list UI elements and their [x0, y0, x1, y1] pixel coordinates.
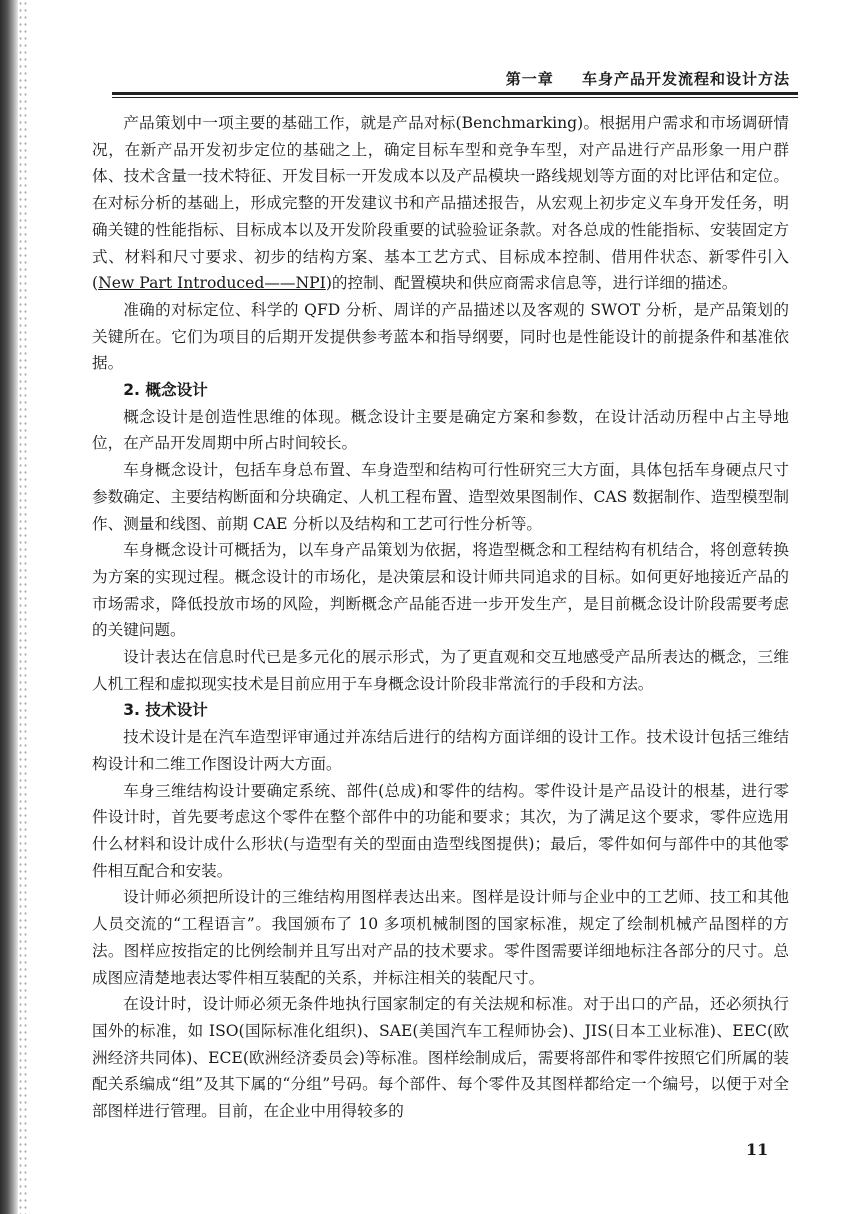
page-body — [92, 110, 789, 1125]
paragraph-3d-structure: 车身三维结构设计要确定系统、部件(总成)和零件的结构。零件设计是产品设计的根基，进行零件设计时，首先要考虑这个零件在整个部件中的功能和要求；其次，为了满足这个要求，零件应选用什么材料和设计成什么形状(与造型有关的型面由造型线图提供)；最后，零件如何与部件中的其他零件相互配合和安装。 — [92, 781, 789, 880]
section-heading-concept-design: 2. 概念设计 — [123, 381, 208, 400]
paragraph-benchmarking — [92, 110, 789, 297]
book-binding-edge — [0, 0, 18, 1214]
text-run: )的控制、配置模块和供应商需求信息等，进行详细的描述。 — [325, 274, 738, 293]
paragraph-drawings: 设计师必须把所设计的三维结构用图样表达出来。图样是设计师与企业中的工艺师、技工和其他人员交流的“工程语言”。我国颁布了 10 多项机械制图的国家标准，规定了绘制机械产品图样的方法。图样应按指定的比例绘制并且写出对产品的技术要求。零件图需要详细地标注各部分的尺寸。总成图应清楚地表达零件相互装配的关系，并标注相关的装配尺寸。 — [92, 888, 789, 987]
paragraph-concept-summary: 车身概念设计可概括为，以车身产品策划为依据，将造型概念和工程结构有机结合，将创意转换为方案的实现过程。概念设计的市场化，是决策层和设计师共同追求的目标。如何更好地接近产品的市场需求，降低投放市场的风险，判断概念产品能否进一步开发生产，是目前概念设计阶段需要考虑的关键问题。 — [92, 541, 789, 640]
paragraph-technical-intro: 技术设计是在汽车造型评审通过并冻结后进行的结构方面详细的设计工作。技术设计包括三维结构设计和二维工作图设计两大方面。 — [92, 728, 789, 773]
chapter-label: 第一章 — [505, 70, 554, 88]
paragraph-concept-scope: 车身概念设计，包括车身总布置、车身造型和结构可行性研究三大方面，具体包括车身硬点尺寸参数确定、主要结构断面和分块确定、人机工程布置、造型效果图制作、CAS 数据制作、造型模型制作、测量和线图、前期 CAE 分析以及结构和工艺可行性分析等。 — [92, 461, 789, 533]
text-run: 产品策划中一项主要的基础工作，就是产品对标(Benchmarking)。根据用户需求和市场调研情况，在新产品开发初步定位的基础之上，确定目标车型和竞争车型，对产品进行产品形象一用户群体、技术含量一技术特征、开发目标一开发成本以及产品模块一路线规划等方面的对比评估和定位。在对标分析的基础上，形成完整的开发建议书和产品描述报告，从宏观上初步定义车身开发任务，明确关键的性能指标、目标成本以及开发阶段重要的试验验证条款。对各总成的性能指标、安装固定方式、材料和尺寸要求、初步的结构方案、基本工艺方式、目标成本控制、借用件状态、新零件引入( — [92, 114, 789, 293]
npi-underlined-term: New Part Introduced——NPI — [98, 274, 326, 293]
header-rule — [112, 92, 798, 98]
section-heading-technical-design: 3. 技术设计 — [123, 701, 208, 720]
chapter-title: 车身产品开发流程和设计方法 — [581, 70, 790, 88]
paragraph-standards: 在设计时，设计师必须无条件地执行国家制定的有关法规和标准。对于出口的产品，还必须执行国外的标准，如 ISO(国际标准化组织)、SAE(美国汽车工程师协会)、JIS(日本工业标准)、EEC(欧洲经济共同体)、ECE(欧洲经济委员会)等标准。图样绘制成后，需要将部件和零件按照它们所属的装配关系编成“组”及其下属的“分组”号码。每个部件、每个零件及其图样都给定一个编号，以便于对全部图样进行管理。目前，在企业中用得较多的 — [92, 995, 789, 1121]
binding-shadow — [18, 0, 28, 1214]
running-header — [506, 68, 790, 89]
paragraph-design-expression: 设计表达在信息时代已是多元化的展示形式，为了更直观和交互地感受产品所表达的概念，三维人机工程和虚拟现实技术是目前应用于车身概念设计阶段非常流行的手段和方法。 — [92, 648, 789, 693]
paragraph-concept-intro: 概念设计是创造性思维的体现。概念设计主要是确定方案和参数，在设计活动历程中占主导地位，在产品开发周期中所占时间较长。 — [92, 407, 789, 453]
paragraph-qfd-swot: 准确的对标定位、科学的 QFD 分析、周详的产品描述以及客观的 SWOT 分析，是产品策划的关键所在。它们为项目的后期开发提供参考蓝本和指导纲要，同时也是性能设计的前提条件和基准依据。 — [92, 300, 789, 373]
page-number: 11 — [746, 1140, 769, 1159]
